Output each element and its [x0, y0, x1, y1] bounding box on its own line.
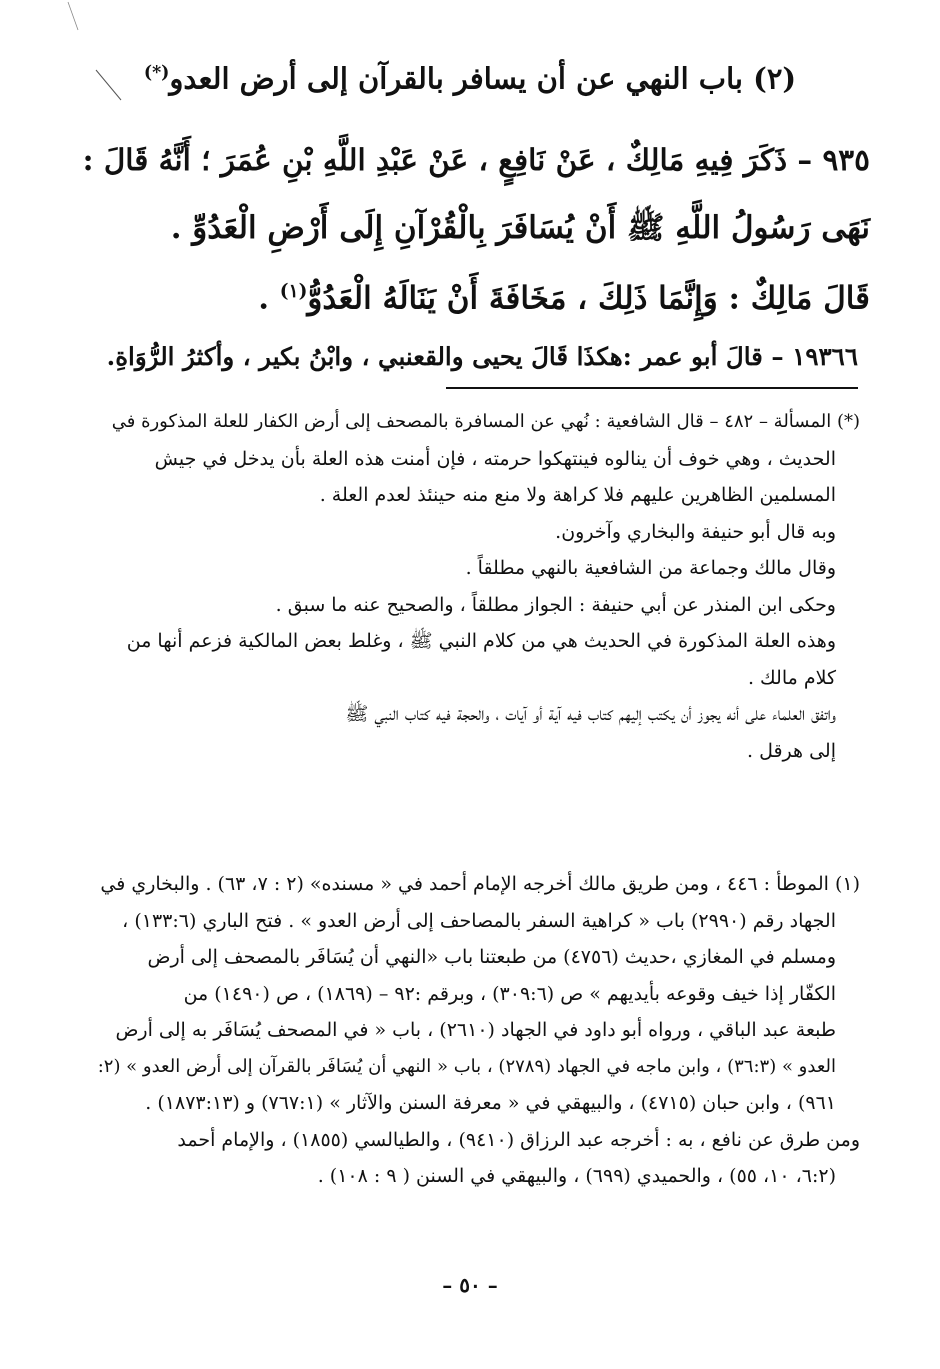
- chapter-title-marker: (*): [143, 63, 170, 83]
- footnote-line: ومن طرق عن نافع ، به : أخرجه عبد الرزاق (٩٤١٠) ، والطيالسي (١٨٥٥) ، والإمام أحمد: [177, 1128, 860, 1151]
- note-line: الحديث ، وهي خوف أن ينالوه فينتهكوا حرمته ، فإن أمنت هذه العلة بأن يدخل في جيش: [154, 447, 836, 470]
- footnote-line: (٦:٢، ١٠، ٥٥) ، والحميدي (٦٩٩) ، والبيهقي في السنن ( ٩ : ١٠٨) .: [317, 1165, 836, 1187]
- footnote-line: ومسلم في المغازي ،حديث (٤٧٥٦) من طبعتنا باب «النهي أن يُسَافَر بالمصحف إلى أرض: [147, 946, 836, 968]
- note-line: المسلمين الظاهرين عليهم فلا كراهة ولا منع منه حينئذ لعدم العلة .: [319, 484, 836, 506]
- footnote-line: (١) الموطأ : ٤٤٦ ، ومن طريق مالك أخرجه الإمام أحمد في « مسنده» (٢ : ٧، ٦٣) . والبخاري في: [100, 873, 860, 895]
- note-line: واتفق العلماء على أنه يجوز أن يكتب إليهم كتاب فيه آية أو آيات ، والحجة فيه كتاب النبي ﷺ: [345, 703, 836, 725]
- chapter-title: [100, 48, 840, 104]
- hadith-line-1: ٩٣٥ – ذَكَرَ فِيهِ مَالِكٌ ، عَنْ نَافِعٍ ، عَنْ عَبْدِ اللَّهِ بْنِ عُمَرَ ؛ أَنَّهُ قَالَ :: [82, 142, 870, 177]
- note-line: وبه قال أبو حنيفة والبخاري وآخرون.: [555, 520, 836, 543]
- hadith-line-3: [70, 260, 870, 330]
- hadith-line-2: نَهَى رَسُولُ اللَّهِ ﷺ أَنْ يُسَافَرَ بِالْقُرْآنِ إِلَى أَرْضِ الْعَدُوِّ .: [170, 210, 870, 246]
- footnote-line: طبعة عبد الباقي ، ورواه أبو داود في الجهاد (٢٦١٠) ، باب « في المصحف يُسَافَر به إلى أرض: [115, 1019, 836, 1041]
- page-number: – ٥٠ –: [442, 1273, 498, 1297]
- commentary-paragraph: ١٩٣٦٦ – قالَ أبو عمر :هكذَا قَالَ يحيى والقعنبي ، وابْنُ بكير ، وأكثرُ الرُّوَاةِ.: [106, 342, 858, 371]
- note-line: إلى هرقل .: [747, 739, 836, 762]
- note-line: وقال مالك وجماعة من الشافعية بالنهي مطلقاً .: [465, 557, 836, 579]
- footnote-line: الجهاد رقم (٢٩٩٠) باب « كراهية السفر بالمصاحف إلى أرض العدو » . فتح الباري (١٣٣:٦) ،: [122, 909, 836, 932]
- hadith-line-3-end: .: [258, 280, 280, 317]
- footnote-line: العدو » (٣٦:٣) ، وابن ماجه في الجهاد (٢٧٨٩) ، باب « النهي أن يُسَافَر بالقرآن إلى أرض العدو » (٢:: [97, 1055, 836, 1077]
- footnote-line: الكفّار إذا خيف وقوعه بأيديهم » ص (٣٠٩:٦) ، وبرقم :٩٢ – (١٨٦٩) ، ص (١٤٩٠) من: [183, 982, 836, 1005]
- note-line: وحكى ابن المنذر عن أبي حنيفة : الجواز مطلقاً ، والصحيح عنه ما سبق .: [275, 593, 836, 616]
- footnote-1: [92, 866, 860, 1195]
- note-line: وهذه العلة المذكورة في الحديث هي من كلام النبي ﷺ ، وغلط بعض المالكية فزعم أنها من: [126, 630, 836, 652]
- note-line: كلام مالك .: [747, 666, 836, 689]
- chapter-title-text: (٢) باب النهي عن أن يسافر بالقرآن إلى أرض العدو: [169, 61, 797, 96]
- footnote-ref-1: (١): [279, 281, 308, 302]
- note-line: (*) المسألة – ٤٨٢ – قال الشافعية : نُهي عن المسافرة بالمصحف إلى أرض الكفار للعلة المذكورة في: [111, 411, 860, 432]
- footnote-line: ٩٦١) ، وابن حبان (٤٧١٥) ، والبيهقي في « معرفة السنن والآثار » (٧٦٧:١) و (١٨٧٣:١٣) .: [145, 1092, 836, 1114]
- hadith-line-3-text: قَالَ مَالِكٌ : وَإِنَّمَا ذَلِكَ ، مَخَافَةَ أَنْ يَنَالَهُ الْعَدُوُّ: [307, 280, 870, 317]
- editor-notes: [92, 404, 860, 769]
- footnote-separator: [446, 387, 858, 389]
